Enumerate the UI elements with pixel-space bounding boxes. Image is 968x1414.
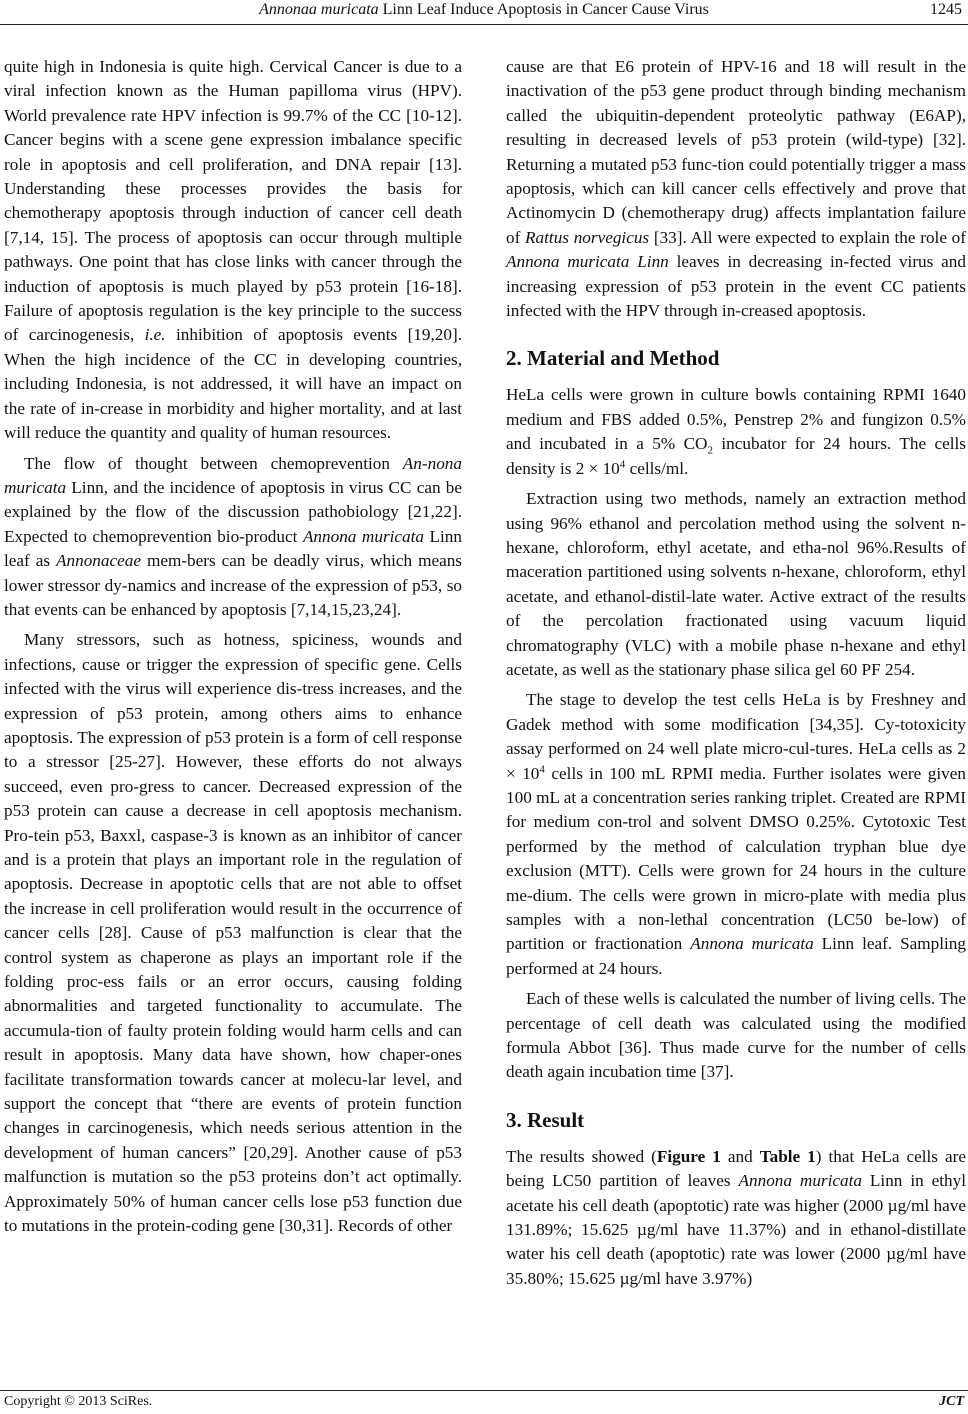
text-run: quite high in Indonesia is quite high. Cervical Cancer is due to a viral infection known as the Human papilloma virus (HPV). World prevalence rate HPV infection is 99.7% of the CC [10-12]. Cancer begins with a scene gene expression imbalance specific role in apoptosis and cell proliferation, and DNA repair [13]. Understanding these processes provides the basis for chemotherapy apoptosis through induction of cancer cell death [7,14, 15]. The process of apoptosis can occur through multiple pathways. One point that has close links with cancer through the induction of apoptosis is much played by p53 protein [16-18]. Failure of apoptosis regulation is the key principle to the success of carcinogenesis, [4, 57, 462, 345]
text-run: The stage to develop the test cells HeLa is by Freshney and Gadek method with some modification [34,35]. Cy-totoxicity assay performed on 24 well plate micro-cul-tures. HeLa cells as 2 × 10 [506, 690, 966, 783]
intro-paragraph-1 [4, 55, 462, 446]
journal-abbreviation: JCT [939, 1394, 964, 1409]
text-run: Linn, and the incidence of apoptosis in virus CC can be explained by the flow of the discussion pathobiology [21,22]. Expected to chemoprevention bio-product [4, 477, 462, 546]
intro-paragraph-4 [506, 55, 966, 323]
text-run: Linn leaf. Sampling performed at 24 hours. [506, 934, 966, 978]
italic-run: Annona muricata [738, 1171, 862, 1191]
method-paragraph-2: Extraction using two methods, namely an extraction method using 96% ethanol and percolation method using the solvent n-hexane, chloroform, ethyl acetate, and etha-nol 96%.Results of maceration partitioned using solvents n-hexane, chloroform, ethyl acetate, and ethanol-distil-late water. Active extract of the results of the percolation fractionated using vacuum liquid chromatography (VLC) with a mobile phase n-hexane and ethyl acetate, as well as the stationary phase silica gel 60 PF 254. [506, 489, 966, 679]
italic-run: An-nona muricata [4, 453, 462, 497]
text-run: The results showed ( [506, 1146, 657, 1166]
copyright-notice: Copyright © 2013 SciRes. [4, 1394, 153, 1409]
text-run: [33]. All were expected to explain the role of [649, 227, 966, 247]
page-number: 1245 [930, 1, 962, 18]
page-header [0, 0, 968, 26]
italic-run: Annona muricata [302, 526, 424, 546]
text-run: cells in 100 mL RPMI media. Further isolates were given 100 mL at a concentration series ranking triplet. Created are RPMI for medium con-trol and solvent DMSO 0.25%. Cytotoxic Test performed by the method of calculation tryphan blue dye exclusion (MTT). Cells were grown for 24 hours in the culture me-dium. The cells were grown in micro-plate with media plus samples with a non-lethal concentration (LC50 be-low) of partition or fractionation [506, 763, 966, 954]
text-run: ) that HeLa cells are being LC50 partition of leaves [506, 1146, 966, 1191]
superscript: 4 [539, 762, 545, 775]
intro-paragraph-3: Many stressors, such as hotness, spiciness, wounds and infections, cause or trigger the expression of specific gene. Cells infected with the virus will experience dis-tress increases, and the expression of p53 protein, among others aims to enhance apoptosis. The expression of p53 protein is a form of cell response to a stressor [25-27]. However, these efforts do not always succeed, even pro-gress to cancer. Decreased expression of the p53 protein can cause a decrease in cell apoptosis mechanism. Pro-tein p53, Baxxl, caspase-3 is known as an inhibitor of cancer and is a protein that plays an important role in the regulation of apoptosis. Decrease in apoptotic cells that are not able to offset the increase in cell proliferation would result in the occurrence of cancer cells [28]. Cause of p53 malfunction is clear that the control system as chaperone as plays an important role if the folding proc-ess fails or an error occurs, causing folding abnormalities and targeted functionality to accumulate. The accumula-tion of faulty protein folding would harm cells and can result in apoptosis. Many data have shown, how chaper-ones facilitate transformation towards cancer at molecu-lar level, and support the concept that “there are events of protein function changes in carcinogenesis, which needs serious attention in the development of human cancers” [20,29]. Another cause of p53 malfunction is mutation so the p53 proteins don’t act optimally. Approximately 50% of human cancer cells lose p53 function due to mutations in the protein-coding gene [30,31]. Records of other [4, 630, 462, 1236]
italic-run: Annona muricata Linn [506, 252, 669, 272]
text-run: and [720, 1146, 760, 1166]
text-run: cause are that E6 protein of HPV-16 and 18 will result in the inactivation of the p53 gene product through binding mechanism called the ubiquitin-dependent proteolytic pathway (E6AP), resulting in decreased levels of p53 protein (wild-type) [32]. Returning a mutated p53 func-tion could potentially trigger a mass apoptosis, which can kill cancer cells effectively and prove that Actinomycin D (chemotherapy drug) affects implantation failure of [506, 57, 966, 247]
text-run: cells/ml. [625, 458, 689, 478]
text-run: The flow of thought between chemoprevention [24, 453, 403, 473]
text-run: leaves in decreasing in-fected virus and increasing expression of p53 protein in the event CC patients infected with the HPV through in-creased apoptosis. [506, 252, 966, 321]
running-title [0, 1, 968, 19]
method-paragraph-3 [506, 688, 966, 981]
section-heading-result: 3. Result [506, 1107, 585, 1132]
method-paragraph-1 [506, 383, 966, 481]
result-paragraph-1 [506, 1145, 966, 1291]
superscript: 4 [619, 457, 626, 470]
text-run: HeLa cells were grown in culture bowls containing RPMI 1640 medium and FBS added 0.5%, Penstrep 2% and fungizon 0.5% and incubated in a 5% CO [506, 385, 966, 454]
header-rule [0, 24, 968, 25]
text-run: mem-bers can be deadly virus, which means lower stressor dy-namics and increase of the expression of p53, so that events can be enhanced by apoptosis [7,14,15,23,24]. [4, 551, 462, 619]
table-1-link[interactable]: Table 1 [759, 1146, 816, 1166]
figure-1-link[interactable]: Figure 1 [656, 1146, 721, 1166]
italic-run: Annonaceae [56, 551, 141, 571]
text-run: Linn in ethyl acetate his cell death (apoptotic) rate was higher (2000 µg/ml have 131.89%; 15.625 µg/ml have 11.37%) and in ethanol-distillate water his cell death (apoptotic) rate was lower (2000 µg/ml have 35.80%; 15.625 µg/ml have 3.97%) [506, 1171, 966, 1288]
right-column [506, 55, 966, 1291]
intro-paragraph-2 [4, 452, 462, 623]
footer-rule [0, 1390, 968, 1391]
section-heading-method: 2. Material and Method [506, 346, 720, 371]
running-title-species: Annonaa muricata [259, 1, 379, 18]
italic-run: Rattus norvegicus [525, 227, 650, 247]
text-run: incubator for 24 hours. The cells density is 2 × 10 [506, 434, 966, 478]
text-run: Linn leaf as [4, 526, 462, 571]
method-paragraph-4: Each of these wells is calculated the number of living cells. The percentage of cell death was calculated using the modified formula Abbot [36]. Thus made curve for the number of cells death again incubation time [37]. [506, 989, 966, 1082]
left-column [4, 55, 462, 1239]
text-run: inhibition of apoptosis events [19,20]. When the high incidence of the CC in developing countries, including Indonesia, is not addressed, it will have an impact on the rate of in-crease in morbidity and higher mortality, and at last will reduce the quantity and quality of human resources. [4, 325, 462, 443]
italic-run: i.e. [144, 325, 166, 345]
italic-run: Annona muricata [690, 934, 814, 954]
running-title-rest: Linn Leaf Induce Apoptosis in Cancer Cause Virus [378, 1, 709, 18]
subscript: 2 [707, 444, 713, 457]
